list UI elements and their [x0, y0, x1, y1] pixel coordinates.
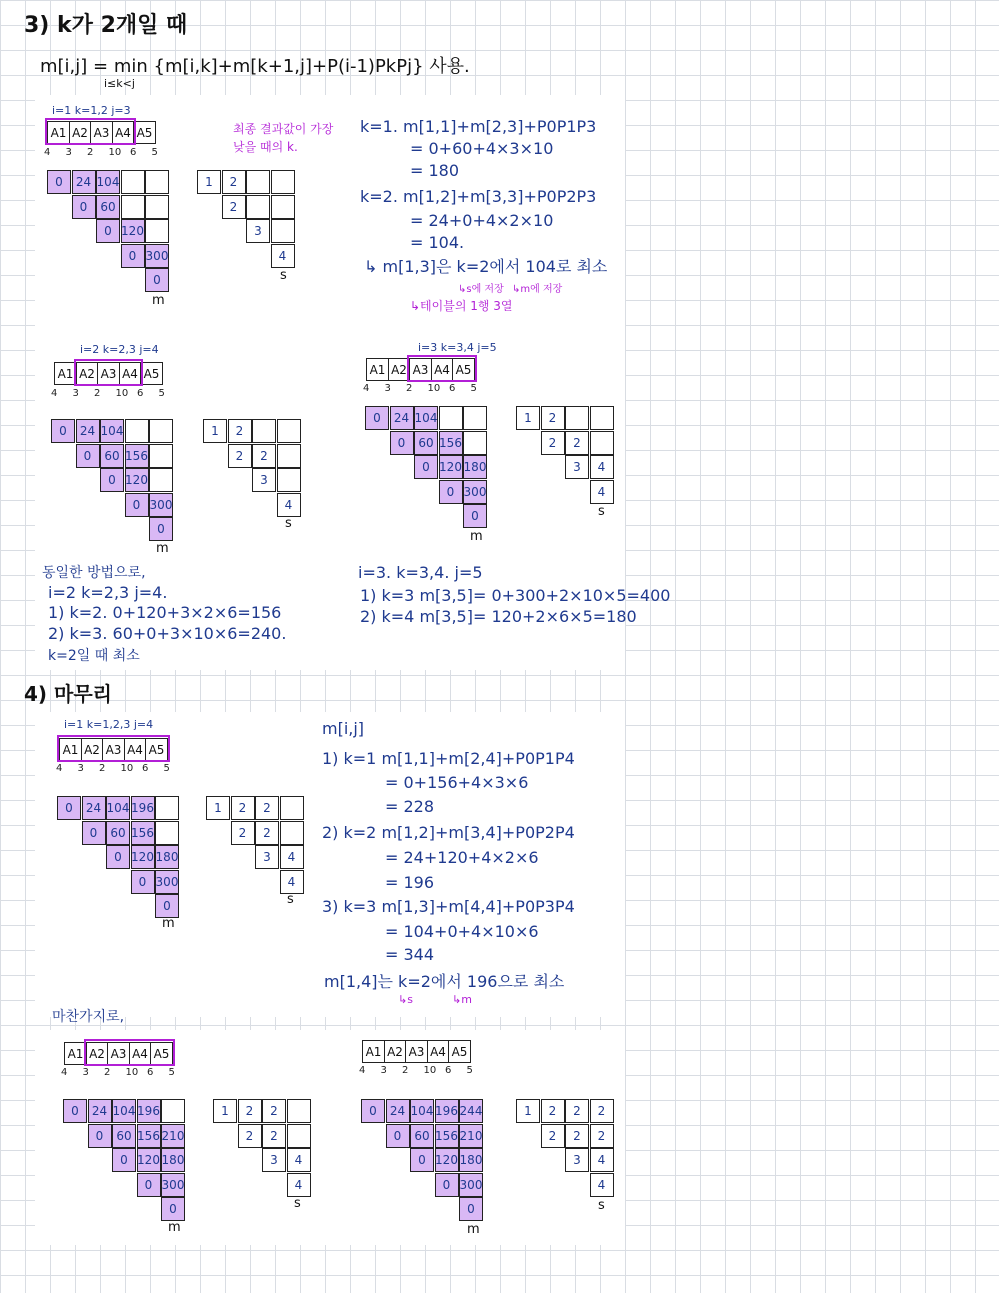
- final-b-matrix-sequence: [362, 1040, 470, 1063]
- table-cell: 104: [96, 170, 120, 194]
- table-cell: 2: [590, 1099, 614, 1123]
- sec4-dims: [56, 763, 185, 774]
- ex3-matrix-sequence: [366, 358, 474, 381]
- matrix-box: A5: [150, 1042, 173, 1065]
- dim-label: 3: [72, 388, 79, 399]
- dim-label: 6: [449, 383, 456, 394]
- dim-label: 10: [423, 1065, 437, 1076]
- sec4-calc-10: m[1,4]는 k=2에서 196으로 최소: [324, 972, 565, 991]
- table-cell: [280, 796, 304, 820]
- sec4-matrix-sequence: [59, 738, 167, 761]
- table-cell: 0: [410, 1148, 434, 1172]
- table-cell: 4: [280, 870, 304, 894]
- ex2-calc-2: 1) k=2. 0+120+3×2×6=156: [48, 603, 282, 622]
- table-cell: [246, 195, 270, 219]
- matrix-box: A1: [47, 121, 70, 144]
- sec4-ann-m: ↳m: [452, 993, 472, 1006]
- selection-box: [45, 118, 136, 145]
- dim-label: 5: [158, 388, 165, 399]
- matrix-box: A5: [140, 362, 163, 385]
- matrix-box: A2: [388, 358, 411, 381]
- dim-label: 10: [115, 388, 129, 399]
- ex2-ijk: i=2 k=2,3 j=4: [80, 343, 159, 356]
- table-cell: 2: [228, 444, 252, 468]
- ex2-calc-0: 동일한 방법으로,: [42, 565, 146, 581]
- ex3-calc-2: 2) k=4 m[3,5]= 120+2×6×5=180: [360, 607, 637, 626]
- table-cell: 180: [459, 1148, 483, 1172]
- ex2-calc-3: 2) k=3. 60+0+3×10×6=240.: [48, 624, 287, 643]
- dim-label: 3: [82, 1067, 89, 1078]
- table-cell: 120: [125, 468, 149, 492]
- table-cell: 0: [386, 1124, 410, 1148]
- dim-label: 2: [104, 1067, 111, 1078]
- dim-label: 3: [384, 383, 391, 394]
- matrix-box: A2: [81, 738, 104, 761]
- table-cell: 2: [252, 444, 276, 468]
- table-cell: 300: [161, 1173, 185, 1197]
- dim-label: 5: [168, 1067, 175, 1078]
- matrix-box: A3: [97, 362, 120, 385]
- matrix-box: A4: [124, 738, 147, 761]
- dim-label: 10: [125, 1067, 139, 1078]
- table-cell: 2: [262, 1099, 286, 1123]
- table-cell: 0: [63, 1099, 87, 1123]
- dim-label: 5: [151, 147, 158, 158]
- ex1-ijk: i=1 k=1,2 j=3: [52, 104, 131, 117]
- table-cell: 2: [541, 1124, 565, 1148]
- table-cell: 156: [137, 1124, 161, 1148]
- table-cell: 300: [149, 493, 173, 517]
- sec4-calc-7: 3) k=3 m[1,3]+m[4,4]+P0P3P4: [322, 897, 575, 916]
- ex1-ann-table: ↳테이블의 1행 3열: [410, 299, 513, 313]
- table-cell: 2: [222, 170, 246, 194]
- sec4-calc-2: = 0+156+4×3×6: [385, 773, 529, 792]
- table-cell: 4: [277, 493, 301, 517]
- ex1-ann-s: ↳s에 저장: [458, 284, 504, 295]
- matrix-box: A1: [366, 358, 389, 381]
- final-a-dims: [61, 1067, 190, 1078]
- table-cell: 60: [106, 821, 130, 845]
- ex3-dims: [363, 383, 492, 394]
- dim-label: 10: [120, 763, 134, 774]
- matrix-box: A1: [362, 1040, 385, 1063]
- dim-label: 4: [56, 763, 63, 774]
- table-cell: 3: [252, 468, 276, 492]
- selection-box: [407, 355, 477, 382]
- final-label: 마찬가지로,: [52, 1009, 125, 1025]
- table-cell: 24: [88, 1099, 112, 1123]
- table-cell: 104: [112, 1099, 136, 1123]
- table-cell: 1: [203, 419, 227, 443]
- table-cell: 180: [161, 1148, 185, 1172]
- table-cell: 0: [88, 1124, 112, 1148]
- table-cell: 0: [76, 444, 100, 468]
- table-cell: [149, 444, 173, 468]
- matrix-box: A4: [431, 358, 454, 381]
- table-cell: [277, 444, 301, 468]
- ex1-calc-0: k=1. m[1,1]+m[2,3]+P0P1P3: [360, 117, 597, 136]
- table-cell: 2: [231, 796, 255, 820]
- table-cell: 4: [280, 845, 304, 869]
- ex1-note: 최종 결과값이 가장 낮을 때의 k.: [233, 122, 334, 154]
- table-cell: 104: [106, 796, 130, 820]
- table-cell: [590, 431, 614, 455]
- dim-label: 6: [130, 147, 137, 158]
- table-cell: 3: [255, 845, 279, 869]
- sec4-s-label: s: [287, 892, 294, 907]
- dim-label: 10: [427, 383, 441, 394]
- matrix-box: A1: [64, 1042, 87, 1065]
- ex1-matrix-sequence: [47, 121, 155, 144]
- table-cell: 104: [410, 1099, 434, 1123]
- table-cell: [252, 419, 276, 443]
- ex2-dims: [51, 388, 180, 399]
- table-cell: [271, 195, 295, 219]
- table-cell: 0: [161, 1197, 185, 1221]
- table-cell: 104: [100, 419, 124, 443]
- table-cell: [121, 195, 145, 219]
- ex1-calc-4: = 24+0+4×2×10: [410, 211, 554, 230]
- matrix-box: A4: [129, 1042, 152, 1065]
- table-cell: 24: [72, 170, 96, 194]
- table-cell: 24: [390, 406, 414, 430]
- dim-label: 5: [466, 1065, 473, 1076]
- table-cell: 0: [459, 1197, 483, 1221]
- table-cell: 2: [238, 1099, 262, 1123]
- dim-label: 3: [77, 763, 84, 774]
- ex1-dims: [44, 147, 173, 158]
- matrix-box: A3: [107, 1042, 130, 1065]
- table-cell: [271, 219, 295, 243]
- table-cell: [565, 406, 589, 430]
- dim-label: 6: [445, 1065, 452, 1076]
- table-cell: 3: [565, 455, 589, 479]
- dim-label: 2: [87, 147, 94, 158]
- table-cell: 104: [414, 406, 438, 430]
- table-cell: 210: [161, 1124, 185, 1148]
- dim-label: 6: [147, 1067, 154, 1078]
- sec4-ijk: i=1 k=1,2,3 j=4: [64, 718, 154, 731]
- ex2-calc-1: i=2 k=2,3 j=4.: [48, 583, 168, 602]
- dim-label: 5: [470, 383, 477, 394]
- table-cell: 2: [565, 431, 589, 455]
- table-cell: [463, 431, 487, 455]
- table-cell: 2: [541, 431, 565, 455]
- ex1-calc-6: ↳ m[1,3]은 k=2에서 104로 최소: [364, 257, 608, 276]
- table-cell: 60: [414, 431, 438, 455]
- table-cell: 0: [96, 219, 120, 243]
- table-cell: 24: [76, 419, 100, 443]
- table-cell: 0: [82, 821, 106, 845]
- table-cell: 1: [516, 1099, 540, 1123]
- table-cell: [439, 406, 463, 430]
- sec4-calc-3: = 228: [385, 797, 435, 816]
- table-cell: 0: [131, 870, 155, 894]
- matrix-box: A1: [54, 362, 77, 385]
- table-cell: [161, 1099, 185, 1123]
- sec4-calc-6: = 196: [385, 873, 435, 892]
- table-cell: [287, 1099, 311, 1123]
- table-cell: 60: [100, 444, 124, 468]
- table-cell: 120: [137, 1148, 161, 1172]
- ex3-m-label: m: [470, 529, 483, 544]
- recurrence-formula: m[i,j] = min {m[i,k]+m[k+1,j]+P(i-1)PkPj} 사용.: [40, 56, 470, 77]
- table-cell: [590, 406, 614, 430]
- table-cell: 60: [96, 195, 120, 219]
- matrix-box: A4: [112, 121, 135, 144]
- final-b-m-label: m: [467, 1222, 480, 1237]
- table-cell: 120: [435, 1148, 459, 1172]
- matrix-box: A3: [409, 358, 432, 381]
- table-cell: 0: [439, 480, 463, 504]
- table-cell: 2: [228, 419, 252, 443]
- table-cell: 4: [590, 455, 614, 479]
- dim-label: 4: [363, 383, 370, 394]
- section-4-title: 4) 마무리: [24, 682, 112, 706]
- table-cell: [277, 419, 301, 443]
- table-cell: 2: [231, 821, 255, 845]
- matrix-box: A5: [448, 1040, 471, 1063]
- table-cell: 0: [390, 431, 414, 455]
- ex1-m-label: m: [152, 293, 165, 308]
- table-cell: [145, 170, 169, 194]
- table-cell: 300: [463, 480, 487, 504]
- matrix-box: A5: [452, 358, 475, 381]
- table-cell: 0: [463, 504, 487, 528]
- ex1-calc-3: k=2. m[1,2]+m[3,3]+P0P2P3: [360, 187, 597, 206]
- sec4-calc-8: = 104+0+4×10×6: [385, 922, 539, 941]
- matrix-box: A4: [119, 362, 142, 385]
- table-cell: 2: [565, 1124, 589, 1148]
- ex3-calc-0: i=3. k=3,4. j=5: [358, 563, 483, 582]
- table-cell: 244: [459, 1099, 483, 1123]
- table-cell: 300: [155, 870, 179, 894]
- table-cell: 0: [51, 419, 75, 443]
- table-cell: [145, 219, 169, 243]
- dim-label: 2: [99, 763, 106, 774]
- selection-box: [57, 735, 170, 762]
- table-cell: 156: [131, 821, 155, 845]
- table-cell: 0: [145, 268, 169, 292]
- table-cell: [121, 170, 145, 194]
- table-cell: 3: [246, 219, 270, 243]
- table-cell: [155, 796, 179, 820]
- final-b-s-label: s: [598, 1198, 605, 1213]
- dim-label: 4: [44, 147, 51, 158]
- table-cell: 0: [137, 1173, 161, 1197]
- dim-label: 10: [108, 147, 122, 158]
- dim-label: 5: [163, 763, 170, 774]
- ex1-calc-5: = 104.: [410, 233, 465, 252]
- table-cell: 2: [255, 796, 279, 820]
- table-cell: [271, 170, 295, 194]
- dim-label: 4: [51, 388, 58, 399]
- sec4-calc-4: 2) k=2 m[1,2]+m[3,4]+P0P2P4: [322, 823, 575, 842]
- table-cell: 156: [439, 431, 463, 455]
- selection-box: [84, 1039, 175, 1066]
- table-cell: 2: [255, 821, 279, 845]
- table-cell: 1: [516, 406, 540, 430]
- table-cell: [246, 170, 270, 194]
- matrix-box: A3: [90, 121, 113, 144]
- ex3-ijk: i=3 k=3,4 j=5: [418, 341, 497, 354]
- table-cell: 0: [149, 517, 173, 541]
- table-cell: 1: [197, 170, 221, 194]
- table-cell: [155, 821, 179, 845]
- table-cell: [277, 468, 301, 492]
- table-cell: 180: [155, 845, 179, 869]
- table-cell: 2: [541, 1099, 565, 1123]
- matrix-box: A2: [384, 1040, 407, 1063]
- final-a-m-label: m: [168, 1220, 181, 1235]
- table-cell: 156: [435, 1124, 459, 1148]
- table-cell: 4: [287, 1148, 311, 1172]
- table-cell: 0: [361, 1099, 385, 1123]
- table-cell: 2: [541, 406, 565, 430]
- table-cell: 2: [238, 1124, 262, 1148]
- dim-label: 2: [406, 383, 413, 394]
- matrix-box: A2: [86, 1042, 109, 1065]
- matrix-box: A2: [76, 362, 99, 385]
- dim-label: 6: [137, 388, 144, 399]
- table-cell: 0: [365, 406, 389, 430]
- table-cell: 300: [459, 1173, 483, 1197]
- ex1-ann-m: ↳m에 저장: [512, 284, 563, 295]
- table-cell: 0: [57, 796, 81, 820]
- matrix-box: A3: [405, 1040, 428, 1063]
- ex2-s-label: s: [285, 516, 292, 531]
- selection-box: [74, 359, 144, 386]
- dim-label: 2: [402, 1065, 409, 1076]
- table-cell: 0: [155, 894, 179, 918]
- table-cell: 196: [137, 1099, 161, 1123]
- table-cell: [280, 821, 304, 845]
- table-cell: 196: [131, 796, 155, 820]
- matrix-box: A5: [133, 121, 156, 144]
- final-a-matrix-sequence: [64, 1042, 172, 1065]
- table-cell: 120: [131, 845, 155, 869]
- dim-label: 4: [359, 1065, 366, 1076]
- table-cell: 1: [206, 796, 230, 820]
- dim-label: 2: [94, 388, 101, 399]
- table-cell: 3: [565, 1148, 589, 1172]
- table-cell: 2: [590, 1124, 614, 1148]
- table-cell: 4: [590, 1148, 614, 1172]
- ex1-s-label: s: [280, 268, 287, 283]
- sec4-calc-9: = 344: [385, 945, 435, 964]
- ex2-matrix-sequence: [54, 362, 162, 385]
- sec4-ann-s: ↳s: [398, 993, 413, 1006]
- matrix-box: A5: [145, 738, 168, 761]
- table-cell: 156: [125, 444, 149, 468]
- table-cell: 0: [100, 468, 124, 492]
- table-cell: 60: [112, 1124, 136, 1148]
- table-cell: 0: [435, 1173, 459, 1197]
- table-cell: [145, 195, 169, 219]
- table-cell: 120: [121, 219, 145, 243]
- table-cell: 210: [459, 1124, 483, 1148]
- table-cell: 180: [463, 455, 487, 479]
- final-b-dims: [359, 1065, 488, 1076]
- dim-label: 6: [142, 763, 149, 774]
- table-cell: 2: [262, 1124, 286, 1148]
- table-cell: 24: [386, 1099, 410, 1123]
- table-cell: 0: [72, 195, 96, 219]
- table-cell: 0: [125, 493, 149, 517]
- table-cell: 120: [439, 455, 463, 479]
- table-cell: 300: [145, 244, 169, 268]
- table-cell: 24: [82, 796, 106, 820]
- table-cell: 1: [213, 1099, 237, 1123]
- matrix-box: A1: [59, 738, 82, 761]
- sec4-m-label: m: [162, 916, 175, 931]
- ex1-calc-2: = 180: [410, 161, 460, 180]
- table-cell: [287, 1124, 311, 1148]
- table-cell: 3: [262, 1148, 286, 1172]
- dim-label: 3: [65, 147, 72, 158]
- sec4-calc-5: = 24+120+4×2×6: [385, 848, 539, 867]
- dim-label: 3: [380, 1065, 387, 1076]
- ex2-m-label: m: [156, 541, 169, 556]
- table-cell: 2: [222, 195, 246, 219]
- table-cell: [149, 468, 173, 492]
- table-cell: 196: [435, 1099, 459, 1123]
- table-cell: [149, 419, 173, 443]
- section-3-title: 3) k가 2개일 때: [24, 13, 188, 38]
- dim-label: 4: [61, 1067, 68, 1078]
- table-cell: 0: [106, 845, 130, 869]
- table-cell: 4: [287, 1173, 311, 1197]
- recurrence-subscript: i≤k<j: [104, 77, 135, 90]
- ex1-calc-1: = 0+60+4×3×10: [410, 139, 554, 158]
- final-a-s-label: s: [294, 1196, 301, 1211]
- matrix-box: A2: [69, 121, 92, 144]
- sec4-calc-0: m[i,j]: [322, 719, 365, 738]
- table-cell: 60: [410, 1124, 434, 1148]
- table-cell: 4: [590, 1173, 614, 1197]
- table-cell: 0: [112, 1148, 136, 1172]
- table-cell: 4: [590, 480, 614, 504]
- table-cell: [125, 419, 149, 443]
- table-cell: 4: [271, 244, 295, 268]
- table-cell: 0: [414, 455, 438, 479]
- sec4-calc-1: 1) k=1 m[1,1]+m[2,4]+P0P1P4: [322, 749, 575, 768]
- matrix-box: A3: [102, 738, 125, 761]
- table-cell: 0: [47, 170, 71, 194]
- table-cell: 0: [121, 244, 145, 268]
- ex2-calc-4: k=2일 때 최소: [48, 648, 140, 664]
- table-cell: 2: [565, 1099, 589, 1123]
- ex3-calc-1: 1) k=3 m[3,5]= 0+300+2×10×5=400: [360, 586, 671, 605]
- ex3-s-label: s: [598, 504, 605, 519]
- table-cell: [463, 406, 487, 430]
- matrix-box: A4: [427, 1040, 450, 1063]
